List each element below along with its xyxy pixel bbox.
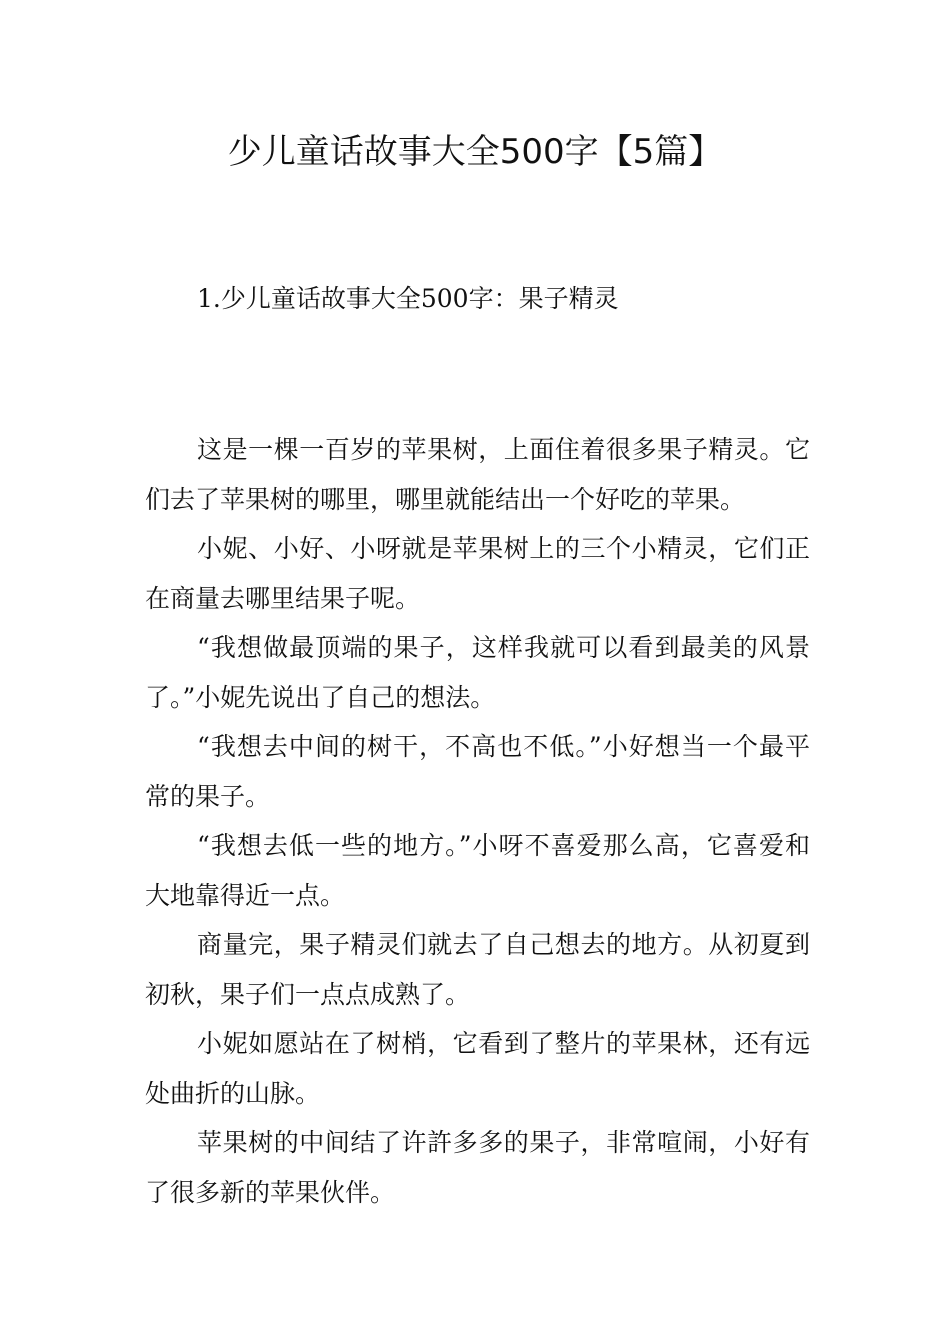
paragraph: 商量完，果子精灵们就去了自己想去的地方。从初夏到初秋，果子们一点点成熟了。 <box>145 930 810 1009</box>
paragraph: “我想去低一些的地方。”小呀不喜爱那么高，它喜爱和大地靠得近一点。 <box>145 831 810 910</box>
paragraph: 这是一棵一百岁的苹果树，上面住着很多果子精灵。它们去了苹果树的哪里，哪里就能结出一个好吃的苹果。 <box>145 435 810 514</box>
paragraph: “我想做最顶端的果子，这样我就可以看到最美的风景了。”小妮先说出了自己的想法。 <box>145 633 810 712</box>
document-title: 少儿童话故事大全500字【5篇】 <box>227 132 723 172</box>
section-heading: 1.少儿童话故事大全500字：果子精灵 <box>197 284 619 313</box>
story-body <box>145 425 810 1217</box>
paragraph: 苹果树的中间结了许許多多的果子，非常喧闹，小好有了很多新的苹果伙伴。 <box>145 1128 810 1207</box>
paragraph: 小妮如愿站在了树梢，它看到了整片的苹果林，还有远处曲折的山脉。 <box>145 1029 810 1108</box>
paragraph: “我想去中间的树干，不高也不低。”小好想当一个最平常的果子。 <box>145 732 810 811</box>
paragraph: 小妮、小好、小呀就是苹果树上的三个小精灵，它们正在商量去哪里结果子呢。 <box>145 534 810 613</box>
